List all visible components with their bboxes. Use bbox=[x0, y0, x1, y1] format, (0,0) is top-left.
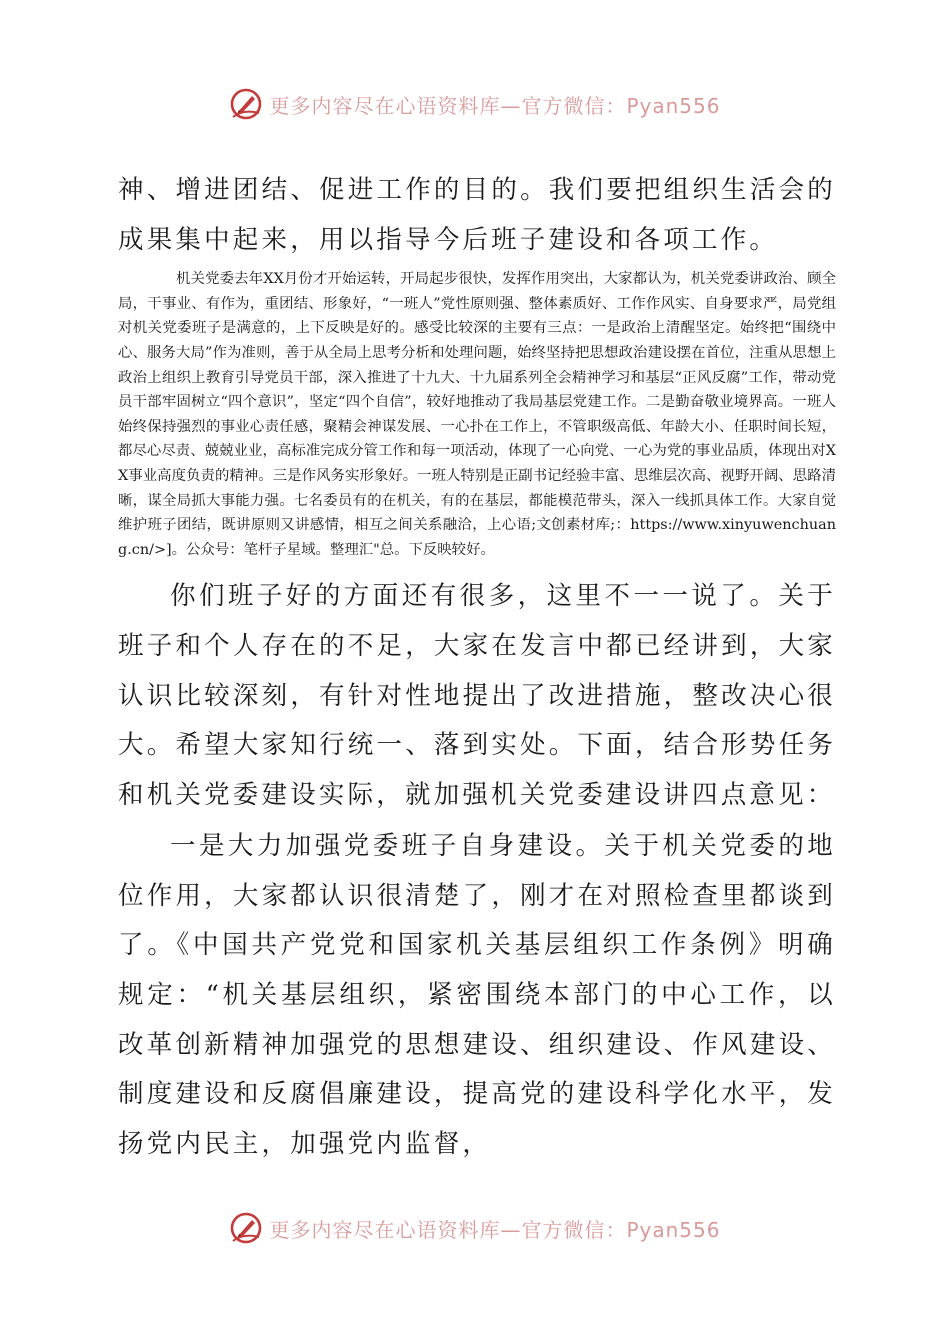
body-paragraph-2: 机关党委去年XX月份才开始运转，开局起步很快，发挥作用突出，大家都认为，机关党委讲政治、顾全局，干事业、有作为，重团结、形象好，“一班人”党性原则强、整体素质好、工作作风实、自身要求严，局党组对机关党委班子是满意的，上下反映是好的。感受比较深的主要有三点：一是政治上清醒坚定。始终把“围绕中心、服务大局”作为准则，善于从全局上思考分析和处理问题，始终坚持把思想政治建设摆在首位，注重从思想上政治上组织上教育引导党员干部，深入推进了十九大、十九届系列全会精神学习和基层“正风反腐”工作，带动党员干部牢固树立“四个意识”，坚定“四个自信”，较好地推动了我局基层党建工作。二是勤奋敬业境界高。一班人始终保持强烈的事业心责任感，聚精会神谋发展、一心扑在工作上，不管职级高低、年龄大小、任职时间长短，都尽心尽责、兢兢业业，高标准完成分管工作和每一项活动，体现了一心向党、一心为党的事业品质，体现出对XX事业高度负责的精神。三是作风务实形象好。一班人特别是正副书记经验丰富、思维层次高、视野开阔、思路清晰，谋全局抓大事能力强。七名委员有的在机关，有的在基层，都能模范带头，深入一线抓具体工作。大家自觉维护班子团结，既讲原则又讲感情，相互之间关系融洽，上心语;文创素材库;：https://www.xinyuwenchuang.cn/>]。公众号：笔杆子星域。整理汇"总。下反映较好。 bbox=[118, 271, 836, 558]
footer-banner bbox=[0, 1206, 950, 1250]
header-banner-text: 更多内容尽在心语资料库—官方微信：Pyan556 bbox=[269, 93, 721, 118]
document-body bbox=[118, 166, 836, 1169]
body-paragraph-4: 一是大力加强党委班子自身建设。关于机关党委的地位作用，大家都认识很清楚了，刚才在对照检查里都谈到了。《中国共产党党和国家机关基层组织工作条例》明确规定：“机关基层组织，紧密围绕本部门的中心工作，以改革创新精神加强党的思想建设、组织建设、作风建设、制度建设和反腐倡廉建设，提高党的建设科学化水平，发扬党内民主，加强党内监督， bbox=[118, 831, 836, 1159]
body-paragraph-3: 你们班子好的方面还有很多，这里不一一说了。关于班子和个人存在的不足，大家在发言中都已经讲到，大家认识比较深刻，有针对性地提出了改进措施，整改决心很大。希望大家知行统一、落到实处。下面，结合形势任务和机关党委建设实际，就加强机关党委建设讲四点意见： bbox=[118, 581, 836, 810]
header-banner bbox=[0, 82, 950, 126]
pen-logo-icon bbox=[229, 1211, 263, 1245]
footer-banner-text: 更多内容尽在心语资料库—官方微信：Pyan556 bbox=[269, 1217, 721, 1242]
pen-logo-icon bbox=[229, 87, 263, 121]
body-paragraph-1: 神、增进团结、促进工作的目的。我们要把组织生活会的成果集中起来，用以指导今后班子建设和各项工作。 bbox=[118, 175, 836, 255]
